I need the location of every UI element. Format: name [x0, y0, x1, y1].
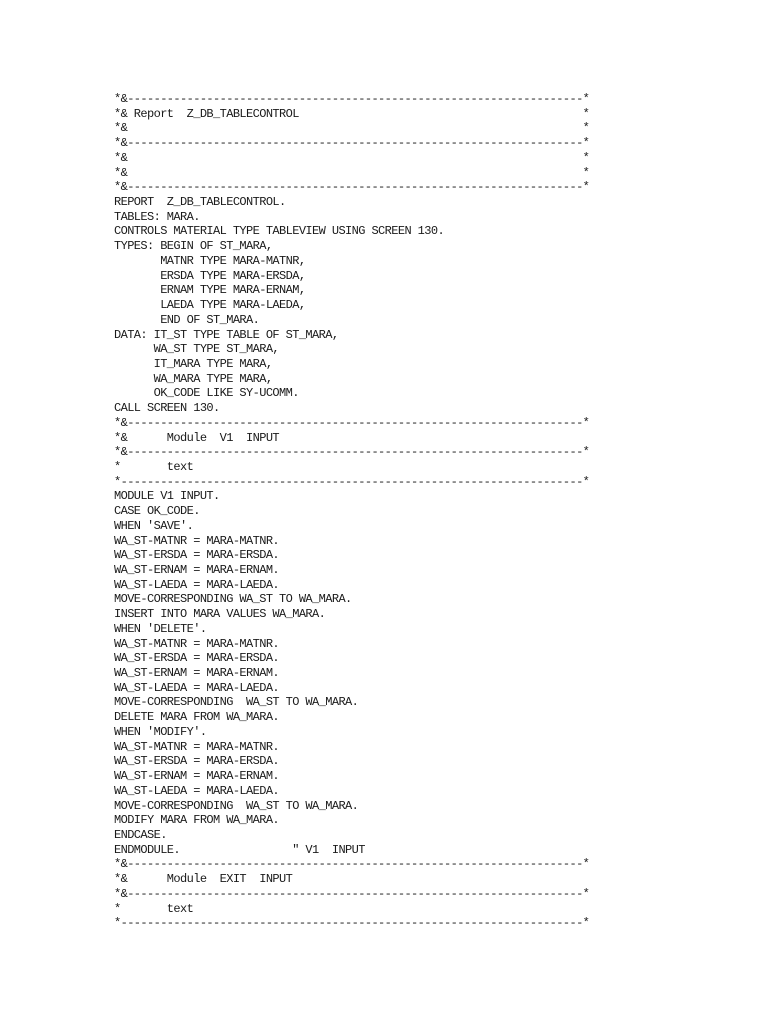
- code-line: WA_ST-ERNAM = MARA-ERNAM.: [114, 666, 280, 681]
- code-line: *&---------------------------------------------------------------------*: [114, 136, 590, 151]
- code-line: WA_ST TYPE ST_MARA,: [114, 342, 280, 357]
- code-line: WHEN 'DELETE'.: [114, 621, 207, 636]
- code-line: REPORT Z_DB_TABLECONTROL.: [114, 195, 286, 210]
- code-line: *&---------------------------------------------------------------------*: [114, 180, 590, 195]
- code-line: WA_ST-LAEDA = MARA-LAEDA.: [114, 577, 280, 592]
- code-line: WA_ST-ERSDA = MARA-ERSDA.: [114, 548, 280, 563]
- code-line: *&---------------------------------------------------------------------*: [114, 857, 590, 872]
- code-line: *& Module V1 INPUT: [114, 430, 280, 445]
- code-line: ENDCASE.: [114, 827, 167, 842]
- code-line: WA_ST-MATNR = MARA-MATNR.: [114, 739, 280, 754]
- code-line: *& *: [114, 165, 590, 180]
- code-line: *----------------------------------------------------------------------*: [114, 916, 590, 931]
- code-line: DELETE MARA FROM WA_MARA.: [114, 710, 280, 725]
- code-line: WA_ST-MATNR = MARA-MATNR.: [114, 636, 280, 651]
- code-line: WA_ST-ERNAM = MARA-ERNAM.: [114, 563, 280, 577]
- code-line: *----------------------------------------------------------------------*: [114, 474, 590, 489]
- code-line: MOVE-CORRESPONDING WA_ST TO WA_MARA.: [114, 798, 359, 813]
- code-line: CALL SCREEN 130.: [114, 401, 220, 416]
- code-line: WHEN 'SAVE'.: [114, 518, 194, 533]
- code-line: *& *: [114, 150, 590, 165]
- code-line: WA_ST-MATNR = MARA-MATNR.: [114, 533, 280, 548]
- code-line: *&---------------------------------------------------------------------*: [114, 886, 590, 901]
- code-line: INSERT INTO MARA VALUES WA_MARA.: [114, 607, 326, 622]
- code-line: *& *: [114, 121, 590, 136]
- code-line: OK_CODE LIKE SY-UCOMM.: [114, 386, 299, 401]
- code-line: WA_ST-LAEDA = MARA-LAEDA.: [114, 680, 280, 695]
- code-line: END OF ST_MARA.: [114, 312, 260, 327]
- code-line: WA_ST-ERNAM = MARA-ERNAM.: [114, 769, 280, 784]
- code-line: *&---------------------------------------------------------------------*: [114, 415, 590, 430]
- code-line: * text: [114, 459, 194, 474]
- code-line: *& Report Z_DB_TABLECONTROL *: [114, 106, 590, 121]
- code-line: WA_ST-ERSDA = MARA-ERSDA.: [114, 754, 280, 769]
- code-line: CONTROLS MATERIAL TYPE TABLEVIEW USING SCREEN 130.: [114, 224, 445, 239]
- code-line: LAEDA TYPE MARA-LAEDA,: [114, 298, 306, 313]
- code-line: MATNR TYPE MARA-MATNR,: [114, 253, 306, 268]
- code-line: WA_ST-ERSDA = MARA-ERSDA.: [114, 651, 280, 666]
- code-line: *&---------------------------------------------------------------------*: [114, 445, 590, 460]
- code-line: WA_MARA TYPE MARA,: [114, 371, 273, 386]
- code-line: *&---------------------------------------------------------------------*: [114, 92, 590, 106]
- code-line: TYPES: BEGIN OF ST_MARA,: [114, 239, 273, 254]
- code-line: WHEN 'MODIFY'.: [114, 724, 207, 739]
- code-line: MOVE-CORRESPONDING WA_ST TO WA_MARA.: [114, 592, 352, 607]
- code-line: WA_ST-LAEDA = MARA-LAEDA.: [114, 783, 280, 798]
- code-line: DATA: IT_ST TYPE TABLE OF ST_MARA,: [114, 327, 339, 342]
- code-line: CASE OK_CODE.: [114, 504, 200, 519]
- code-line: * text: [114, 901, 194, 916]
- code-line: ERSDA TYPE MARA-ERSDA,: [114, 268, 306, 283]
- code-listing: [114, 92, 734, 931]
- code-line: MOVE-CORRESPONDING WA_ST TO WA_MARA.: [114, 695, 359, 710]
- code-line: MODULE V1 INPUT.: [114, 489, 220, 504]
- code-line: ERNAM TYPE MARA-ERNAM,: [114, 283, 306, 298]
- code-line: *& Module EXIT INPUT: [114, 872, 293, 887]
- code-line: MODIFY MARA FROM WA_MARA.: [114, 813, 280, 828]
- code-line: ENDMODULE. " V1 INPUT: [114, 842, 365, 857]
- code-line: IT_MARA TYPE MARA,: [114, 356, 273, 371]
- code-line: TABLES: MARA.: [114, 209, 200, 224]
